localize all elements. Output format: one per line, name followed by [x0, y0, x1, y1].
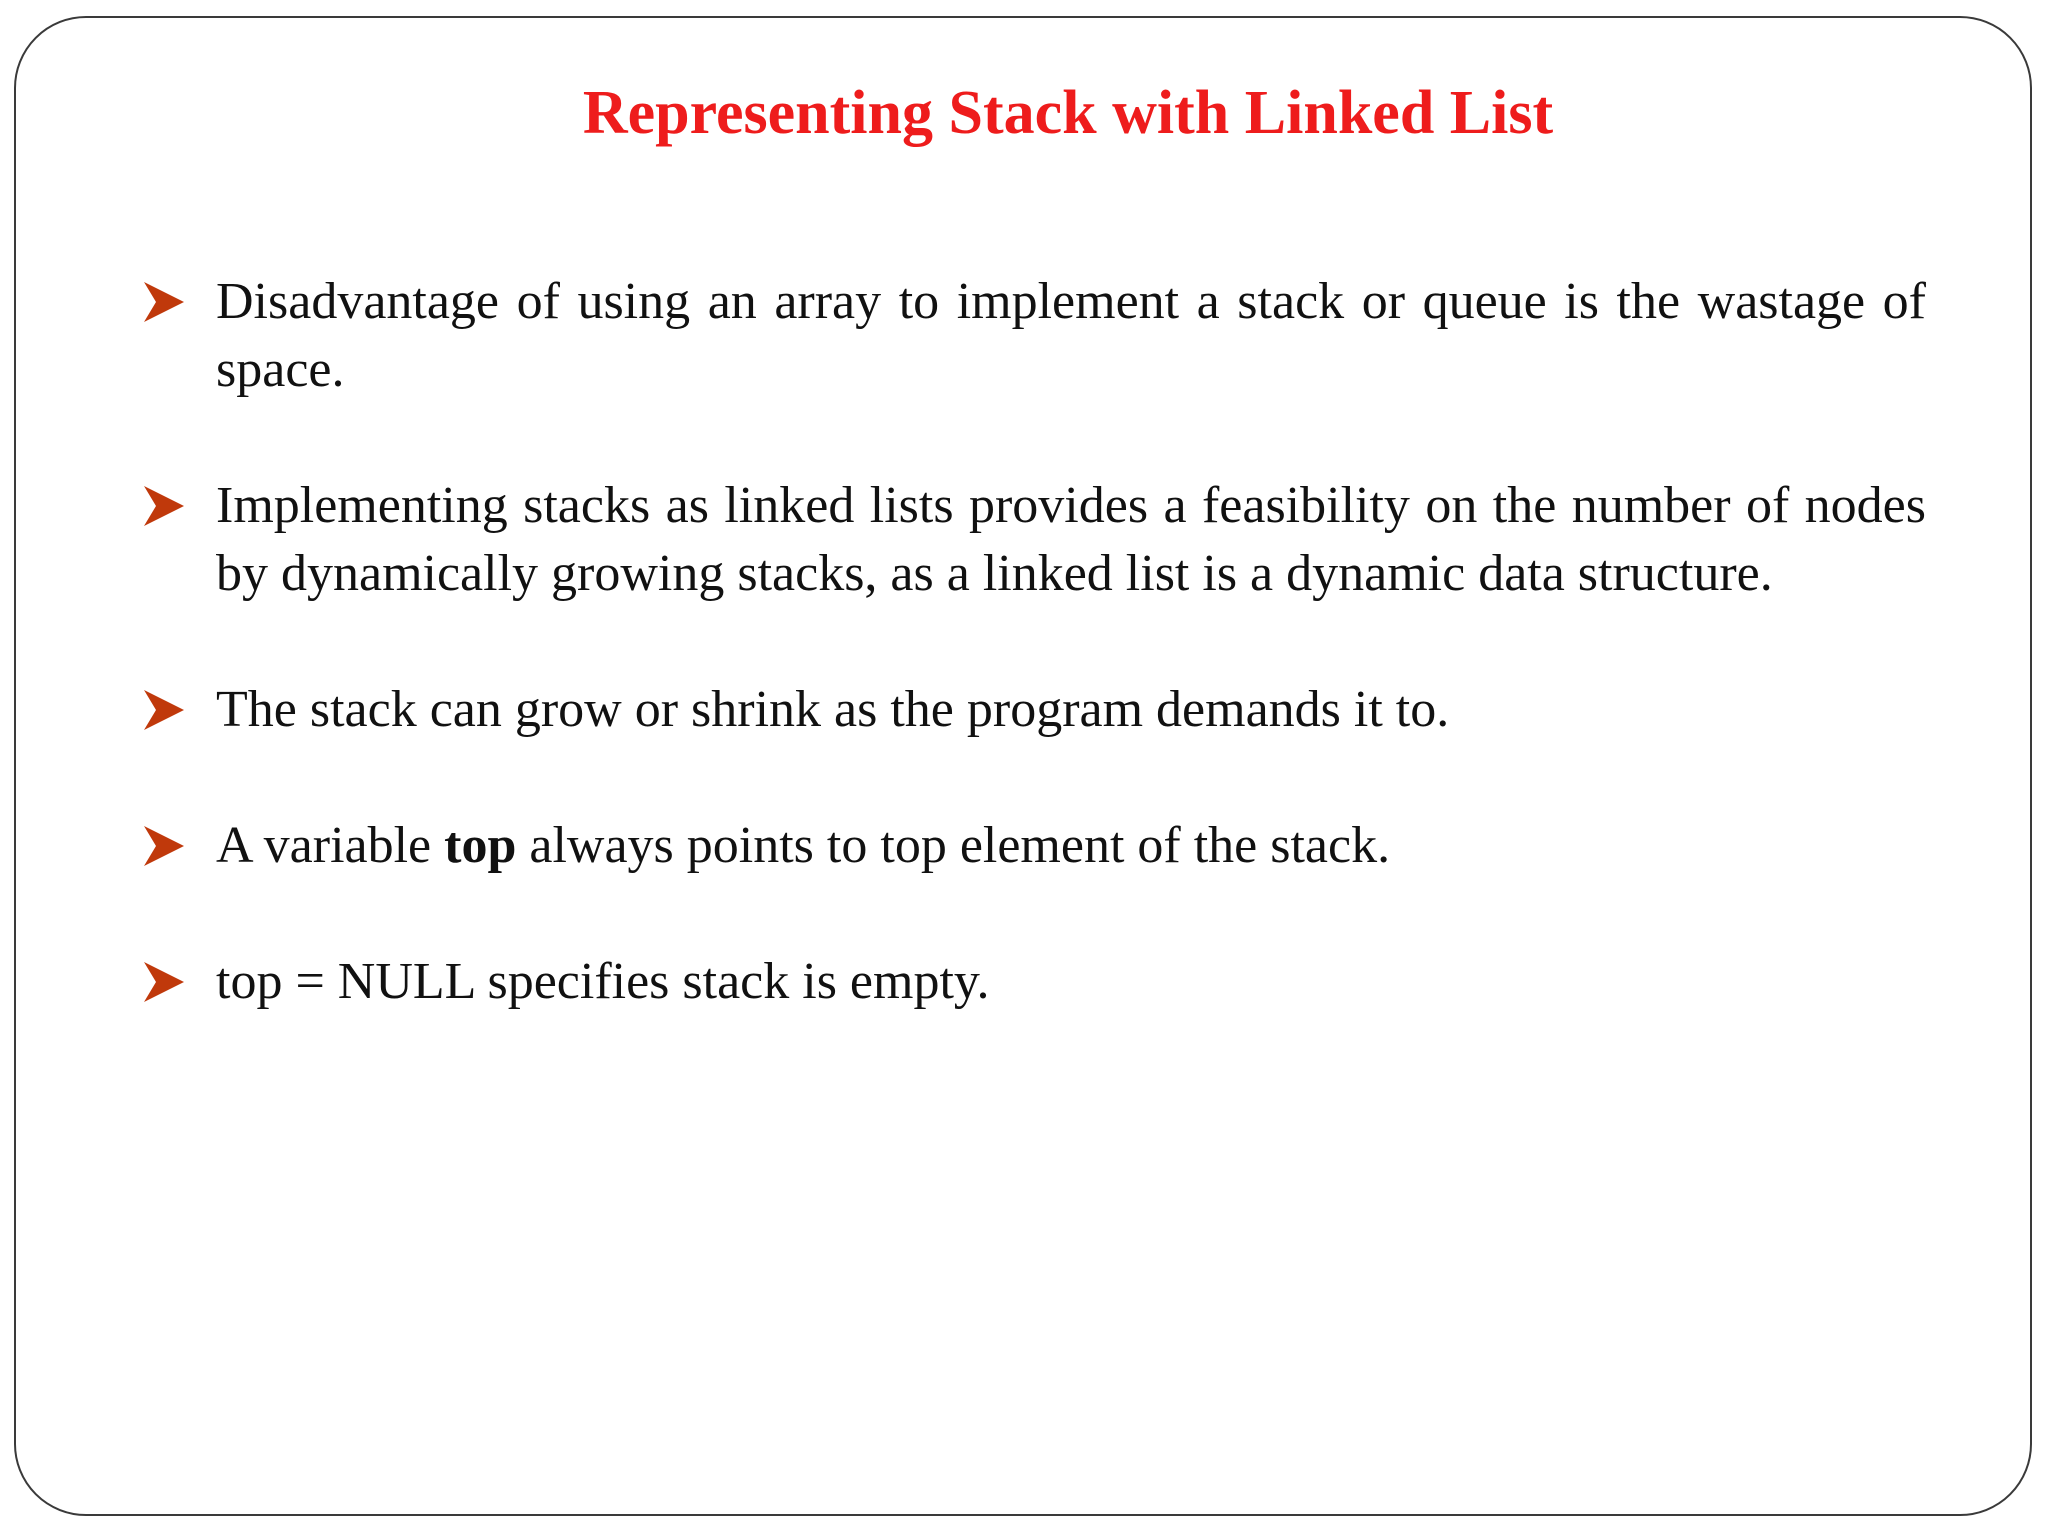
slide-title: Representing Stack with Linked List: [582, 79, 1554, 147]
bullet-text: Disadvantage of using an array to implement a stack or queue is the wastage of space.: [216, 273, 1926, 398]
bullet-item: [126, 812, 1926, 880]
bullet-text: The stack can grow or shrink as the program demands it to.: [216, 681, 1450, 738]
bullet-list: [126, 268, 1926, 1016]
slide: [14, 16, 2032, 1516]
arrowhead-icon: [142, 686, 186, 734]
bullet-item: [126, 268, 1926, 404]
bullet-text: Implementing stacks as linked lists provides a feasibility on the number of nodes by dynamically growing stacks, as a linked list is a dynamic data structure.: [216, 477, 1926, 602]
bullet-item: [126, 948, 1926, 1016]
arrowhead-icon: [142, 822, 186, 870]
arrowhead-icon: [142, 482, 186, 530]
bullet-text-pre: A variable: [216, 817, 445, 874]
bullet-text-bold: top: [444, 817, 517, 874]
bullet-text: top = NULL specifies stack is empty.: [216, 953, 990, 1010]
bullet-text-post: always points to top element of the stack.: [516, 817, 1391, 874]
bullet-item: [126, 472, 1926, 608]
arrowhead-icon: [142, 958, 186, 1006]
arrowhead-icon: [142, 278, 186, 326]
bullet-text: [216, 812, 1926, 880]
bullet-item: [126, 676, 1926, 744]
